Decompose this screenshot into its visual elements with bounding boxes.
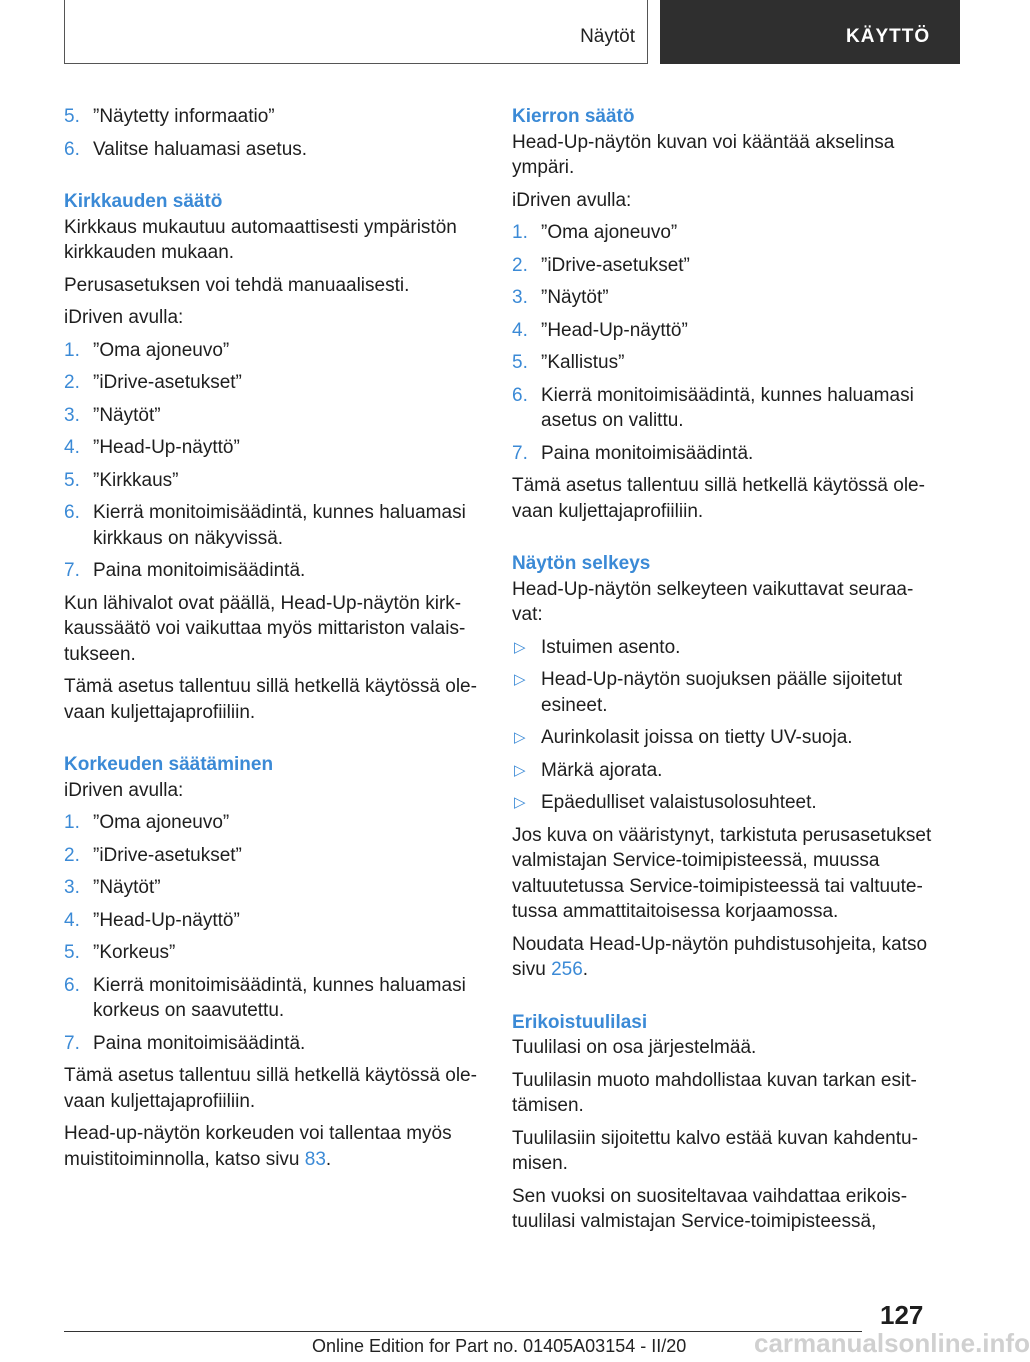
list-item: 5. ”Kirkkaus” xyxy=(64,469,179,491)
paragraph: Kirkkaus mukautuu automaattisesti ympäristön kirkkauden mukaan. xyxy=(64,216,457,263)
bullet-item: ▷ Aurinkolasit joissa on tietty UV-suoja. xyxy=(512,725,932,751)
header-section-title: Näytöt xyxy=(580,26,635,47)
list-item: 6. Kierrä monitoimisäädintä, kunnes haluamasi kirkkaus on näkyvissä. xyxy=(64,502,466,549)
rotation-heading: Kierron säätö xyxy=(512,106,635,127)
paragraph: Tämä asetus tallentuu sillä hetkellä käytössä olevaan kuljettajaprofiiliin. xyxy=(64,1065,477,1112)
page-number: 127 xyxy=(880,1300,924,1330)
list-item: 4. ”Head-Up-näyttö” xyxy=(512,319,688,341)
list-item: 7. Paina monitoimisäädintä. xyxy=(64,1032,306,1054)
paragraph: Perusasetuksen voi tehdä manuaalisesti. xyxy=(64,274,410,296)
paragraph: Tuulilasin muoto mahdollistaa kuvan tarkan esittämisen. xyxy=(512,1069,917,1116)
bullet-item: ▷ Märkä ajorata. xyxy=(512,758,932,784)
list-item: 6. Kierrä monitoimisäädintä, kunnes haluamasi asetus on valittu. xyxy=(512,384,914,431)
right-column xyxy=(512,104,932,1242)
triangle-bullet-icon: ▷ xyxy=(514,638,526,656)
list-item: 2. ”iDrive-asetukset” xyxy=(64,372,242,393)
list-item: 5. ”Korkeus” xyxy=(64,942,176,963)
paragraph: Head-Up-näytön selkeyteen vaikuttavat seuraavat: xyxy=(512,578,914,625)
paragraph: Tämä asetus tallentuu sillä hetkellä käytössä olevaan kuljettajaprofiiliin. xyxy=(512,475,925,522)
triangle-bullet-icon: ▷ xyxy=(514,794,526,811)
windshield-heading: Erikoistuulilasi xyxy=(512,1011,648,1033)
footer-divider xyxy=(64,1331,862,1332)
list-item: 1. ”Oma ajoneuvo” xyxy=(64,812,230,833)
triangle-bullet-icon: ▷ xyxy=(514,671,526,688)
triangle-bullet-icon: ▷ xyxy=(514,729,526,746)
paragraph: Tuulilasi on osa järjestelmää. xyxy=(512,1037,757,1058)
brightness-heading: Kirkkauden säätö xyxy=(64,191,223,212)
list-item: 5. ”Kallistus” xyxy=(512,352,625,373)
paragraph: iDriven avulla: xyxy=(64,779,184,801)
left-column xyxy=(64,104,484,1179)
paragraph: iDriven avulla: xyxy=(64,307,184,328)
list-item: 7. Paina monitoimisäädintä. xyxy=(64,560,306,581)
clarity-heading: Näytön selkeys xyxy=(512,553,651,574)
footer-edition: Online Edition for Part no. 01405A03154 - II/20 xyxy=(312,1336,687,1356)
bullet-item: ▷ Istuimen asento. xyxy=(512,635,932,661)
bullet-item: ▷ Epäedulliset valaistusolosuhteet. xyxy=(512,790,932,816)
list-item: 3. ”Näytöt” xyxy=(512,287,609,308)
page-link-256[interactable]: 256 xyxy=(551,959,583,980)
paragraph: iDriven avulla: xyxy=(512,189,632,211)
paragraph: Head-Up-näytön kuvan voi kääntää akselinsa ympäri. xyxy=(512,131,895,178)
header-chapter-tab: KÄYTTÖ xyxy=(660,0,960,64)
paragraph: Jos kuva on vääristynyt, tarkistuta perusasetukset valmistajan Service-toimipisteessä, muussa valtuutetussa Service-toimipisteessä tai valtuutetussa ammattitaitoisessa korjaamossa. xyxy=(512,824,932,922)
list-item: 2. ”iDrive-asetukset” xyxy=(512,254,690,276)
triangle-bullet-icon: ▷ xyxy=(514,761,526,779)
list-item: 3. ”Näytöt” xyxy=(64,404,161,426)
bullet-item: ▷ Head-Up-näytön suojuksen päälle sijoitetut esineet. xyxy=(512,667,932,718)
header-frame xyxy=(64,0,648,64)
list-item: 6. Kierrä monitoimisäädintä, kunnes haluamasi korkeus on saavutettu. xyxy=(64,974,466,1021)
list-item: 1. ”Oma ajoneuvo” xyxy=(64,339,230,361)
paragraph: Tuulilasiin sijoitettu kalvo estää kuvan kahdentumisen. xyxy=(512,1127,918,1174)
paragraph: Sen vuoksi on suositeltavaa vaihdattaa erikoistuulilasi valmistajan Service-toimipisteessä, xyxy=(512,1185,908,1232)
list-item: 6. Valitse haluamasi asetus. xyxy=(64,138,308,160)
page-link-83[interactable]: 83 xyxy=(304,1148,326,1170)
list-item: 7. Paina monitoimisäädintä. xyxy=(512,442,754,464)
paragraph: Head-up-näytön korkeuden voi tallentaa myös muistitoiminnolla, katso sivu 83. xyxy=(64,1123,452,1170)
paragraph: Tämä asetus tallentuu sillä hetkellä käytössä olevaan kuljettajaprofiiliin. xyxy=(64,676,477,723)
paragraph: Kun lähivalot ovat päällä, Head-Up-näytön kirkkaussäätö voi vaikuttaa myös mittariston valaistukseen. xyxy=(64,592,466,665)
list-item: 5. ”Näytetty informaatio” xyxy=(64,106,275,127)
list-item: 4. ”Head-Up-näyttö” xyxy=(64,437,240,458)
list-item: 3. ”Näytöt” xyxy=(64,877,161,898)
height-heading: Korkeuden säätäminen xyxy=(64,754,274,775)
watermark: carmanualsonline.info xyxy=(754,1328,1030,1358)
list-item: 4. ”Head-Up-näyttö” xyxy=(64,909,240,931)
list-item: 2. ”iDrive-asetukset” xyxy=(64,844,242,866)
list-item: 1. ”Oma ajoneuvo” xyxy=(512,222,678,243)
paragraph: Noudata Head-Up-näytön puhdistusohjeita, katso sivu 256. xyxy=(512,933,928,980)
